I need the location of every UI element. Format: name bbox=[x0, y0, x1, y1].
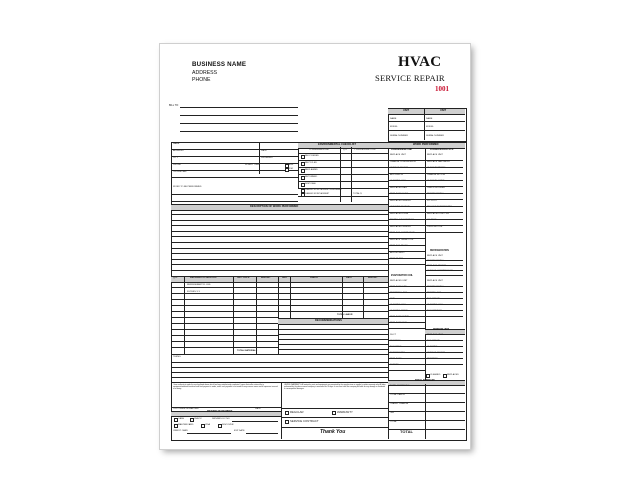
license-line bbox=[232, 421, 278, 422]
env-item: RECOVERED bbox=[305, 155, 319, 157]
env-item: DISPOSAL bbox=[305, 183, 316, 185]
cust-line bbox=[171, 149, 298, 150]
unit-row-line bbox=[388, 121, 465, 122]
unit-name-label: NAME bbox=[426, 118, 433, 120]
city-label: CITY bbox=[173, 157, 178, 159]
unit-table-header bbox=[388, 108, 465, 115]
regular-checkbox[interactable] bbox=[285, 411, 289, 415]
materials-row-line bbox=[171, 335, 278, 336]
wp-section4: WINDOW UNIT bbox=[433, 329, 450, 331]
materials-row-line bbox=[171, 341, 278, 342]
cust-line bbox=[171, 170, 298, 171]
env-item: RECLAIMED bbox=[305, 169, 318, 171]
wp-right-item: CHANGE MOTOR bbox=[427, 173, 446, 176]
wp-evap-left-item: REPLACED PUMP bbox=[390, 316, 409, 318]
recommendation-line bbox=[278, 344, 388, 345]
service-type-line bbox=[281, 417, 388, 418]
summary-row-line bbox=[388, 429, 465, 430]
wp-window-left-item: REPAIRED bbox=[390, 340, 402, 342]
desc-line bbox=[171, 242, 388, 243]
unit-serial-label: SERIAL NUMBER bbox=[390, 135, 408, 137]
thank-you: Thank You bbox=[320, 429, 346, 435]
wp-left-item: REPLACED FUSE bbox=[390, 212, 409, 215]
service-type-line bbox=[281, 427, 388, 428]
cleaned-label: CLEANED bbox=[430, 374, 441, 376]
wp-left-item: NEW FILTER bbox=[390, 258, 404, 260]
summary-row-label: TRAVEL CHARGE bbox=[390, 403, 409, 405]
wp-window-left-item: REPLACED bbox=[390, 358, 402, 360]
desc-line bbox=[171, 231, 388, 232]
wp-window-left-item-line bbox=[388, 370, 425, 371]
unit-header-1: UNIT bbox=[403, 109, 410, 112]
wp-left-item: REPLACE UNIT bbox=[390, 154, 406, 156]
wp-window-right-item: REPLACE UNIT bbox=[427, 334, 443, 336]
summary-row-label: TOTAL LABOR bbox=[390, 394, 405, 396]
service-contract-label: SERVICE CONTRACT bbox=[290, 419, 319, 423]
am-label: A.M. bbox=[289, 164, 294, 166]
bill-to-line bbox=[180, 115, 298, 116]
unit-row-line bbox=[388, 130, 465, 131]
desc-line bbox=[171, 214, 388, 215]
wp-left-item: ADJUSTMENT bbox=[390, 251, 405, 254]
name-label: NAME bbox=[173, 143, 180, 145]
cust-line bbox=[171, 163, 298, 164]
labor-row-line bbox=[278, 299, 388, 300]
wp-left-item: ADD FREON bbox=[390, 173, 403, 176]
wp-right-item: REPAIR WIRING bbox=[427, 193, 444, 195]
materials-row-line bbox=[171, 347, 278, 348]
terms-line bbox=[171, 372, 388, 373]
total-labor-label: TOTAL LABOR bbox=[337, 314, 353, 316]
work-line bbox=[171, 201, 298, 202]
promised-label: PROMISED bbox=[261, 157, 273, 159]
wp-right-item-line bbox=[425, 232, 463, 233]
wp-right-item: REPLACE GAS VALVE bbox=[427, 160, 450, 163]
wp-left-item: REPLACE CONTACTOR bbox=[390, 232, 415, 234]
payment-option: CASH bbox=[178, 418, 185, 420]
business-phone: PHONE bbox=[192, 77, 211, 83]
wp-evap-left-item: SEAL bbox=[390, 298, 396, 300]
terms-line bbox=[171, 367, 388, 368]
desc-title: DESCRIPTION OF WORK PERFORMED bbox=[250, 205, 299, 208]
desc-line bbox=[171, 225, 388, 226]
address-label: ADDRESS bbox=[173, 150, 184, 152]
wp-window-right-item: ADD FREON bbox=[427, 340, 440, 342]
wp-left-item: INSTALL DISCONNECT bbox=[390, 219, 414, 221]
payment-option: DRIVERS LIC NO bbox=[212, 418, 230, 420]
cust-line bbox=[171, 177, 298, 178]
desc-line bbox=[171, 264, 388, 265]
wp-evap-left-item: REPLACED FAN bbox=[390, 286, 407, 288]
wp-evap-left-item: CLEANED COIL bbox=[390, 304, 407, 306]
payment-option: CHECK bbox=[194, 418, 202, 420]
form-title: HVAC bbox=[398, 54, 442, 70]
signature-date-label: DATE bbox=[255, 408, 261, 410]
regular-label: REGULAR bbox=[290, 410, 304, 414]
footer-total-label: TOTAL bbox=[400, 429, 413, 434]
bill-to-line bbox=[180, 131, 298, 132]
wp-left-item: CHARGE MOTOR bbox=[390, 167, 409, 169]
env-line bbox=[298, 196, 388, 197]
wp-section1: CONDENSING UNIT bbox=[391, 149, 413, 151]
wp-refrig-item: REPLACE MOTOR bbox=[427, 265, 446, 267]
technician-label: TECHNICIAN bbox=[173, 171, 187, 173]
desc-line bbox=[171, 259, 388, 260]
form-subtitle: SERVICE REPAIR bbox=[375, 73, 445, 83]
wp-window-right-item-line bbox=[425, 364, 463, 365]
wp-window-right-item: CLEANED bbox=[427, 346, 438, 348]
recommendation-line bbox=[278, 339, 388, 340]
wp-window-left-item: ADJUSTED bbox=[390, 346, 402, 348]
payment-option: EXP DATE bbox=[234, 430, 245, 432]
desc-line bbox=[171, 236, 388, 237]
mat-col: UNIT PRICE bbox=[237, 277, 250, 279]
env-col3: TYPE/DESCRIPTION bbox=[354, 149, 376, 151]
work-requested-label: WORK TO BE PERFORMED bbox=[173, 186, 202, 188]
replaced-label: REPLACED bbox=[447, 374, 459, 376]
wp-window-right-item: CHANGE MOTOR bbox=[427, 352, 446, 354]
summary-row-label: TOTAL MATERIALS bbox=[390, 385, 410, 387]
summary-title: TOTAL SUMMARY bbox=[415, 380, 435, 382]
labor-row-line bbox=[278, 311, 388, 312]
payment-option: MASTERCARD bbox=[178, 424, 194, 426]
materials-row-line bbox=[171, 329, 278, 330]
mat-bottom-line bbox=[171, 354, 388, 355]
payment-title: METHOD OF PAYMENT bbox=[207, 411, 233, 413]
payment-option: VISA bbox=[205, 424, 210, 426]
wp-left-item: CHANGE COMPRESSOR bbox=[390, 160, 416, 163]
phone-label: PHONE bbox=[173, 164, 181, 166]
recommendation-line bbox=[278, 329, 388, 330]
wp-right-item: CHECK BLOWER bbox=[427, 186, 445, 189]
wp-right-item: CLEAN BURNERS bbox=[427, 167, 446, 169]
wp-left-item: CLEANED COIL bbox=[390, 180, 407, 182]
recommendation-line bbox=[278, 334, 388, 335]
wp-refrig-item: CHANGE COMPRESSOR bbox=[427, 270, 453, 272]
bill-to-label: BILL TO: bbox=[169, 104, 179, 107]
business-address: ADDRESS bbox=[192, 70, 218, 76]
materials-row-line bbox=[171, 293, 278, 294]
unit-serial-label: SERIAL NUMBER bbox=[426, 135, 444, 137]
wp-section3: EVAPORATOR COIL bbox=[391, 275, 413, 277]
warranty-label: WARRANTY bbox=[337, 410, 353, 414]
terms-line bbox=[171, 377, 388, 378]
materials-row-line bbox=[171, 311, 278, 312]
mat-col: RATE bbox=[346, 277, 352, 279]
refrigerant-row: REFRIGERANT R- LBS. bbox=[187, 284, 211, 286]
wp-evap-left-item: REPAIRED LEAK bbox=[390, 292, 408, 294]
materials-row-line bbox=[171, 323, 278, 324]
total-materials-label: TOTAL MATERIALS bbox=[237, 350, 258, 352]
desc-line bbox=[171, 220, 388, 221]
wp-left-item: REPLACED WIRING bbox=[390, 199, 411, 202]
pm-label: P.M. bbox=[289, 168, 294, 170]
wp-window-left-item: DUCT bbox=[390, 334, 397, 336]
env-item: CHARGED W/ REPLACEMENT REFRIGERANT bbox=[305, 189, 342, 191]
service-contract-checkbox[interactable] bbox=[285, 420, 289, 424]
env-line bbox=[298, 153, 388, 154]
filters-row: FILTERS X X bbox=[187, 291, 200, 293]
unit-name-label: NAME bbox=[390, 118, 397, 120]
env-line bbox=[298, 188, 388, 189]
business-name: BUSINESS NAME bbox=[192, 61, 247, 68]
wp-right-item: LIT PILOT bbox=[427, 199, 438, 202]
signature-label: CUSTOMER SIGNATURE bbox=[173, 408, 199, 410]
wp-evap-right-item: REPAIR WIRING bbox=[427, 286, 444, 288]
labor-row-line bbox=[278, 287, 388, 288]
wp-evap-right-item: ADJUSTMENT bbox=[427, 310, 442, 312]
footer-divider bbox=[281, 382, 282, 439]
wp-section1b: FURNACE/COIL/ HTR bbox=[430, 149, 454, 151]
wp-window-left-item: FILTERS bbox=[390, 364, 399, 366]
env-total: TOTAL $ bbox=[353, 193, 362, 195]
materials-row-line bbox=[171, 305, 278, 306]
unit-header-2: UNIT bbox=[440, 109, 447, 112]
env-title: ENVIRONMENTAL CHECKLIST bbox=[318, 143, 356, 146]
wp-right-item: OILED MOTOR bbox=[427, 225, 443, 228]
env-item: RETURNED bbox=[305, 176, 318, 178]
bill-to-line bbox=[180, 107, 298, 108]
unit-model-label: MODEL bbox=[390, 126, 398, 128]
acknowledge-text: I have authority to order the work outlined above which has been satisfactorily completed. I agree that seller retains title to equipment/materials furnished until final payment is made, and if such payment is not made he may remove same and all expenses incurred in so doing. bbox=[173, 384, 278, 391]
labor-row-line bbox=[278, 293, 388, 294]
work-line bbox=[171, 194, 298, 195]
wp-right-item: CO TEST bbox=[427, 219, 437, 221]
warranty-text: LIMITED WARRANTY: All materials, parts and equipment are warranted by the manufacturer or supplier's written warranty only. All labor performed by the above named company is warranted for 30 days. In no event shall the company be liable for any damage or incidental or consequential damages. bbox=[284, 384, 386, 391]
cust-line bbox=[171, 156, 298, 157]
env-col2: QTY bbox=[343, 149, 348, 151]
wp-left-item: CHECKED MOTOR bbox=[390, 206, 410, 208]
payment-option: CREDIT CARD bbox=[173, 430, 188, 432]
date-label: DATE bbox=[261, 150, 267, 152]
wp-refrig-item: REPAIR WIRING bbox=[427, 260, 444, 262]
env-line bbox=[298, 160, 388, 161]
desc-line bbox=[171, 270, 388, 271]
wp-left-item: REPLACE CAPACITOR bbox=[390, 238, 414, 241]
footer-top-line bbox=[171, 382, 388, 383]
summary-row-label: TOTAL bbox=[390, 421, 397, 423]
form-number: 1001 bbox=[435, 85, 449, 93]
wp-left-item: REPLACED WIRING bbox=[390, 225, 411, 228]
env-line bbox=[298, 167, 388, 168]
recommendation-line bbox=[278, 349, 388, 350]
wp-evap-left-item: REPLACED PVC bbox=[390, 322, 407, 324]
warranty-checkbox[interactable] bbox=[332, 411, 336, 415]
mat-col: AMOUNT bbox=[261, 277, 271, 279]
mat-col: QTY. bbox=[173, 277, 178, 279]
wp-evap-left-item: REPLACED UNIT bbox=[390, 280, 408, 282]
summary-row-label: TAX bbox=[390, 412, 395, 414]
mat-col: AMOUNT bbox=[368, 277, 378, 279]
wp-evap-right-item: CLEANED COIL bbox=[427, 304, 444, 306]
materials-row-line bbox=[171, 287, 278, 288]
wp-window-right-item: REPAIRED bbox=[427, 358, 439, 360]
materials-row-line bbox=[171, 317, 278, 318]
exp-date-line bbox=[246, 433, 278, 434]
wp-evap-right-item: REPLACE UNIT bbox=[427, 280, 443, 282]
wp-evap-right-item-line bbox=[425, 316, 463, 317]
recommendations-title: RECOMMENDATIONS bbox=[315, 319, 342, 322]
wp-right-item: REPLACE UNIT bbox=[427, 154, 443, 156]
env-line bbox=[298, 181, 388, 182]
wp-refrig-item: REPLACE UNIT bbox=[427, 255, 443, 257]
unit-divider bbox=[424, 108, 425, 140]
env-line bbox=[298, 174, 388, 175]
desc-line bbox=[171, 248, 388, 249]
wp-evap-right-item: REPAIR LEAK bbox=[427, 292, 442, 294]
wp-evap-left-item: CLEANED DRAIN bbox=[390, 310, 408, 312]
summary-row-line bbox=[388, 411, 465, 412]
service-type-line bbox=[281, 408, 388, 409]
terms-label: TERMS bbox=[173, 356, 181, 358]
wp-right-item: REPLACED LIMIT SW bbox=[427, 212, 450, 215]
unit-model-label: MODEL bbox=[426, 126, 434, 128]
labor-row-line bbox=[278, 305, 388, 306]
payment-option: DISCOVER bbox=[222, 424, 234, 426]
env-item: CHANGED W/ REPLACEMENT bbox=[305, 193, 330, 195]
terms-line bbox=[171, 362, 388, 363]
wp-title: WORK PERFORMED bbox=[413, 143, 439, 146]
wp-right-item: RELIGHT THERMOSTAT bbox=[427, 206, 452, 208]
wp-left-item: REPLACE RELAY bbox=[390, 245, 408, 247]
wp-evap-left-item-line bbox=[388, 328, 425, 329]
invoice-form bbox=[160, 44, 470, 449]
mat-col: HRS. bbox=[282, 277, 288, 279]
mat-col: MATERIALS & SERVICES bbox=[190, 277, 217, 279]
wp-left-item: REPLACED FUSE bbox=[390, 193, 409, 195]
mat-col: LABOR bbox=[310, 277, 318, 279]
wp-section2: REFRIGERATION bbox=[430, 250, 449, 252]
wp-right-item: CLEAN BLOWER bbox=[427, 180, 445, 182]
wp-left-item-line bbox=[388, 264, 425, 265]
wp-refrig-item-line bbox=[425, 275, 463, 276]
sched-time-label: SCHED. TIME bbox=[245, 164, 260, 166]
env-item: RECYCLED bbox=[305, 162, 317, 164]
wp-evap-right-item: ADD FREON bbox=[427, 298, 440, 300]
wp-left-item: REPLACED FAN bbox=[390, 186, 407, 189]
credit-card-line bbox=[187, 433, 231, 434]
summary-row-line bbox=[388, 420, 465, 421]
desc-line bbox=[171, 253, 388, 254]
materials-row-line bbox=[171, 299, 278, 300]
env-col1: CONDENSING UNIT bbox=[309, 149, 330, 151]
wp-window-left-item: THERMOSTAT bbox=[390, 352, 405, 354]
bill-to-line bbox=[180, 123, 298, 124]
